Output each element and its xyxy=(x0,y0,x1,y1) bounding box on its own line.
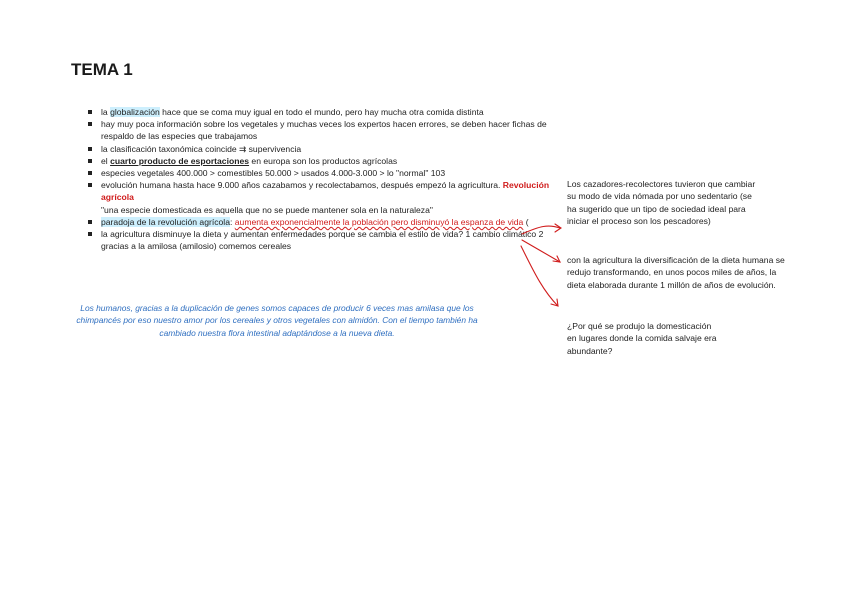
b1-pre: la xyxy=(101,107,111,117)
side-note-diversificacion: con la agricultura la diversificación de la dieta humana se redujo transformando, en unos pocos miles de años, la dieta elaborada durante 1 millón de años de evolución. xyxy=(567,255,785,290)
highlight-globalizacion: globalización xyxy=(110,107,160,117)
page-title: TEMA 1 xyxy=(71,60,133,79)
b7-red-text: aumenta exponencialmente la población pero disminuyó la espanza de vida xyxy=(234,216,524,227)
revolucion-agricola-label: Revolución agrícola xyxy=(101,180,550,203)
b7-after: ( xyxy=(523,216,529,227)
highlight-paradoja: paradoja de la revolución agrícola xyxy=(101,216,230,227)
b1-post: hace que se coma muy igual en todo el mundo, pero hay mucha otra comida distinta xyxy=(159,107,484,117)
arrowhead-icon xyxy=(555,224,561,232)
b4-pre: el xyxy=(101,155,111,166)
side-note-question: ¿Por qué se produjo la domesticación en lugares donde la comida salvaje era abundante? xyxy=(567,321,717,356)
b6-quote: "una especie domesticada es aquella que no se puede mantener sola en la naturaleza" xyxy=(101,204,433,215)
b3-text: la clasificación taxonómica coincide ⇉ supervivencia xyxy=(101,143,302,154)
b4-bold-underlined: cuarto producto de esportaciones xyxy=(110,155,250,166)
b8-text: la agricultura disminuye la dieta y aumentan enfermedades porque se cambia el estilo de vida? 1 cambio climático 2 gracias a la amilosa (amilosio) comemos cereales xyxy=(101,229,544,252)
b7-colon: : xyxy=(230,216,235,227)
blue-italic-note: Los humanos, gracias a la duplicación de genes somos capaces de producir 6 veces mas amilasa que los chimpancés por eso nuestro amor por los cereales y otros vegetales con almidón. Con el tiempo también ha cambiado nuestra flora intestinal adaptándose a la nueva dieta. xyxy=(76,303,478,338)
b4-post: en europa son los productos agrícolas xyxy=(249,155,398,166)
b2-text: hay muy poca información sobre los vegetales y muchas veces los expertos hacen errores, se deben hacer fichas de respaldo de las especies que trabajamos xyxy=(101,119,547,142)
b5-text: especies vegetales 400.000 > comestibles 50.000 > usados 4.000-3.000 > lo "normal" 103 xyxy=(101,168,446,179)
side-note-cazadores: Los cazadores-recolectores tuvieron que cambiar su modo de vida nómada por uno sedentario (se ha sugerido que un tipo de sociedad ideal para iniciar el proceso son los pescadores) xyxy=(567,179,756,226)
arrow-to-side-note-1 xyxy=(522,226,560,234)
arrow-to-side-note-3 xyxy=(521,246,558,306)
b6-text: evolución humana hasta hace 9.000 años cazabamos y recolectabamos, después empezó la agricultura. xyxy=(101,180,503,191)
